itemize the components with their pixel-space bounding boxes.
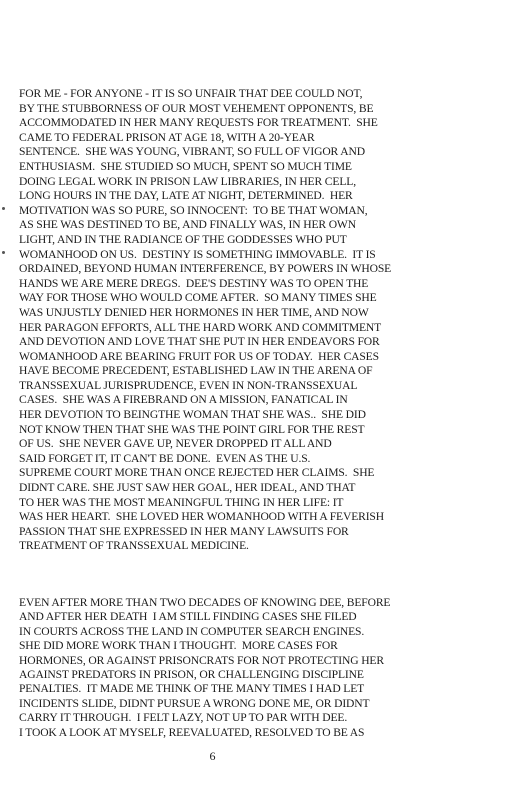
text-line: ENTHUSIASM. SHE STUDIED SO MUCH, SPENT SO MUCH TIME (19, 159, 352, 173)
body-paragraph (19, 87, 391, 554)
text-line: WAY FOR THOSE WHO WOULD COME AFTER. SO MANY TIMES SHE (19, 291, 377, 305)
text-line: TRANSSEXUAL JURISPRUDENCE, EVEN IN NON-TRANSSEXUAL (19, 378, 358, 392)
text-line: PASSION THAT SHE EXPRESSED IN HER MANY LAWSUITS FOR (19, 524, 349, 538)
text-line: LIGHT, AND IN THE RADIANCE OF THE GODDESSES WHO PUT (19, 232, 347, 246)
text-line: PENALTIES. IT MADE ME THINK OF THE MANY TIMES I HAD LET (19, 682, 365, 696)
text-line: LONG HOURS IN THE DAY, LATE AT NIGHT, DETERMINED. HER (19, 189, 353, 203)
text-line: WAS HER HEART. SHE LOVED HER WOMANHOOD WITH A FEVERISH (19, 510, 384, 524)
text-line: SHE DID MORE WORK THAN I THOUGHT. MORE CASES FOR (19, 639, 338, 653)
text-line: HER PARAGON EFFORTS, ALL THE HARD WORK AND COMMITMENT (19, 320, 382, 334)
text-line: HAVE BECOME PRECEDENT, ESTABLISHED LAW IN THE ARENA OF (19, 364, 373, 378)
text-line: HORMONES, OR AGAINST PRISONCRATS FOR NOT PROTECTING HER (19, 653, 384, 667)
text-line: FOR ME - FOR ANYONE - IT IS SO UNFAIR THAT DEE COULD NOT, (19, 87, 363, 100)
text-line: ORDAINED, BEYOND HUMAN INTERFERENCE, BY POWERS IN WHOSE (19, 262, 392, 276)
text-line: WOMANHOOD ARE BEARING FRUIT FOR US OF TODAY. HER CASES (19, 349, 379, 363)
text-line: ACCOMMODATED IN HER MANY REQUESTS FOR TREATMENT. SHE (19, 116, 378, 130)
text-line: TREATMENT OF TRANSSEXUAL MEDICINE. (19, 539, 249, 553)
text-line: OF US. SHE NEVER GAVE UP, NEVER DROPPED IT ALL AND (19, 437, 332, 451)
text-line: EVEN AFTER MORE THAN TWO DECADES OF KNOWING DEE, BEFORE (19, 596, 391, 609)
text-line: AS SHE WAS DESTINED TO BE, AND FINALLY WAS, IN HER OWN (19, 218, 356, 232)
page-number: 6 (209, 749, 216, 763)
text-line: WAS UNJUSTLY DENIED HER HORMONES IN HER TIME, AND NOW (19, 305, 369, 319)
text-line: HANDS WE ARE MERE DREGS. DEE'S DESTINY WAS TO OPEN THE (19, 276, 369, 290)
margin-speck (2, 207, 5, 210)
text-line: MOTIVATION WAS SO PURE, SO INNOCENT: TO BE THAT WOMAN, (19, 203, 368, 217)
text-line: BY THE STUBBORNESS OF OUR MOST VEHEMENT OPPONENTS, BE (19, 101, 374, 115)
text-line: NOT KNOW THEN THAT SHE WAS THE POINT GIRL FOR THE REST (19, 422, 365, 436)
text-line: AGAINST PREDATORS IN PRISON, OR CHALLENGING DISCIPLINE (19, 667, 364, 681)
text-line: IN COURTS ACROSS THE LAND IN COMPUTER SEARCH ENGINES. (19, 624, 365, 638)
text-line: INCIDENTS SLIDE, DIDNT PURSUE A WRONG DONE ME, OR DIDNT (19, 696, 370, 710)
text-line: SENTENCE. SHE WAS YOUNG, VIBRANT, SO FULL OF VIGOR AND (19, 145, 365, 159)
text-line: WOMANHOOD ON US. DESTINY IS SOMETHING IMMOVABLE. IT IS (19, 247, 376, 261)
text-line: AND AFTER HER DEATH I AM STILL FINDING CASES SHE FILED (19, 610, 357, 624)
body-paragraph (19, 596, 390, 740)
text-line: SUPREME COURT MORE THAN ONCE REJECTED HER CLAIMS. SHE (19, 466, 375, 480)
text-line: DIDNT CARE. SHE JUST SAW HER GOAL, HER IDEAL, AND THAT (19, 481, 356, 495)
text-line: SAID FORGET IT, IT CAN'T BE DONE. EVEN AS THE U.S. (19, 451, 311, 465)
text-line: CAME TO FEDERAL PRISON AT AGE 18, WITH A 20-YEAR (19, 130, 315, 144)
text-line: I TOOK A LOOK AT MYSELF, REEVALUATED, RESOLVED TO BE AS (19, 725, 365, 739)
text-line: HER DEVOTION TO BEINGTHE WOMAN THAT SHE WAS.. SHE DID (19, 408, 366, 422)
margin-speck (2, 251, 5, 254)
text-line: TO HER WAS THE MOST MEANINGFUL THING IN HER LIFE: IT (19, 495, 344, 509)
text-line: AND DEVOTION AND LOVE THAT SHE PUT IN HER ENDEAVORS FOR (19, 335, 380, 349)
text-line: DOING LEGAL WORK IN PRISON LAW LIBRARIES, IN HER CELL, (19, 174, 356, 188)
text-line: CARRY IT THROUGH. I FELT LAZY, NOT UP TO PAR WITH DEE. (19, 711, 348, 725)
text-line: CASES. SHE WAS A FIREBRAND ON A MISSION, FANATICAL IN (19, 393, 348, 407)
